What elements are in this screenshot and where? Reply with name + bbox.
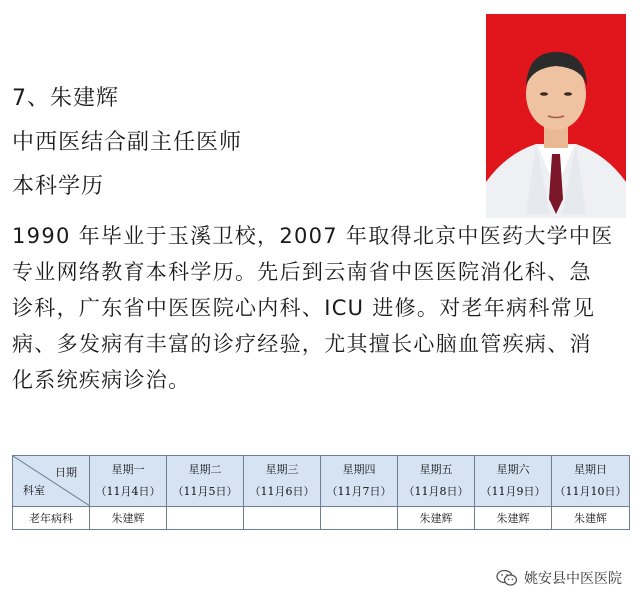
day-date: （11月7日） — [326, 485, 392, 498]
day-name: 星期三 — [265, 463, 299, 476]
doctor-name: 7、朱建辉 — [12, 86, 119, 111]
day-header-cell — [398, 456, 475, 507]
doctor-biography — [12, 218, 632, 398]
bio-line: 1990 年毕业于玉溪卫校，2007 年取得北京中医药大学中医 — [12, 224, 614, 248]
day-header-cell — [167, 456, 244, 507]
schedule-header-row — [13, 456, 630, 507]
day-name: 星期日 — [574, 463, 607, 476]
diagonal-divider — [13, 456, 90, 506]
bio-line: 诊科，广东省中医医院心内科、ICU 进修。对老年病科常见 — [12, 296, 596, 320]
day-name: 星期四 — [342, 463, 376, 476]
day-date: （11月6日） — [249, 485, 315, 498]
schedule-row — [13, 507, 630, 530]
day-date: （11月8日） — [403, 485, 469, 498]
doctor-education: 本科学历 — [12, 174, 105, 199]
doctor-shift-cell — [167, 507, 244, 530]
doctor-portrait-photo — [486, 14, 626, 218]
day-header-cell — [321, 456, 398, 507]
doctor-shift-cell: 朱建辉 — [398, 507, 475, 530]
bio-line: 化系统疾病诊治。 — [12, 368, 191, 392]
day-name: 星期六 — [496, 463, 530, 476]
doctor-shift-cell: 朱建辉 — [90, 507, 167, 530]
doctor-shift-cell: 朱建辉 — [552, 507, 630, 530]
day-name: 星期二 — [188, 463, 222, 476]
day-header-cell — [244, 456, 321, 507]
doctor-shift-cell — [244, 507, 321, 530]
day-date: （11月5日） — [172, 485, 238, 498]
header-dept-label: 科室 — [23, 484, 45, 497]
department-cell: 老年病科 — [13, 507, 90, 530]
day-header-cell — [475, 456, 552, 507]
date-dept-corner-cell — [13, 456, 90, 507]
source-name: 姚安县中医医院 — [524, 571, 622, 587]
day-date: （11月4日） — [95, 485, 161, 498]
bio-line: 专业网络教育本科学历。先后到云南省中医医院消化科、急 — [12, 260, 592, 284]
header-date-label: 日期 — [55, 466, 77, 479]
day-name: 星期一 — [111, 463, 145, 476]
source-watermark — [496, 568, 622, 588]
day-header-cell — [552, 456, 630, 507]
bio-line: 病、多发病有丰富的诊疗经验，尤其擅长心脑血管疾病、消 — [12, 332, 592, 356]
day-date: （11月10日） — [554, 485, 627, 498]
doctor-title: 中西医结合副主任医师 — [12, 130, 243, 155]
wechat-icon — [496, 569, 518, 587]
clinic-schedule-table — [12, 455, 630, 530]
doctor-shift-cell: 朱建辉 — [475, 507, 552, 530]
doctor-shift-cell — [321, 507, 398, 530]
day-name: 星期五 — [419, 463, 453, 476]
day-header-cell — [90, 456, 167, 507]
day-date: （11月9日） — [480, 485, 546, 498]
